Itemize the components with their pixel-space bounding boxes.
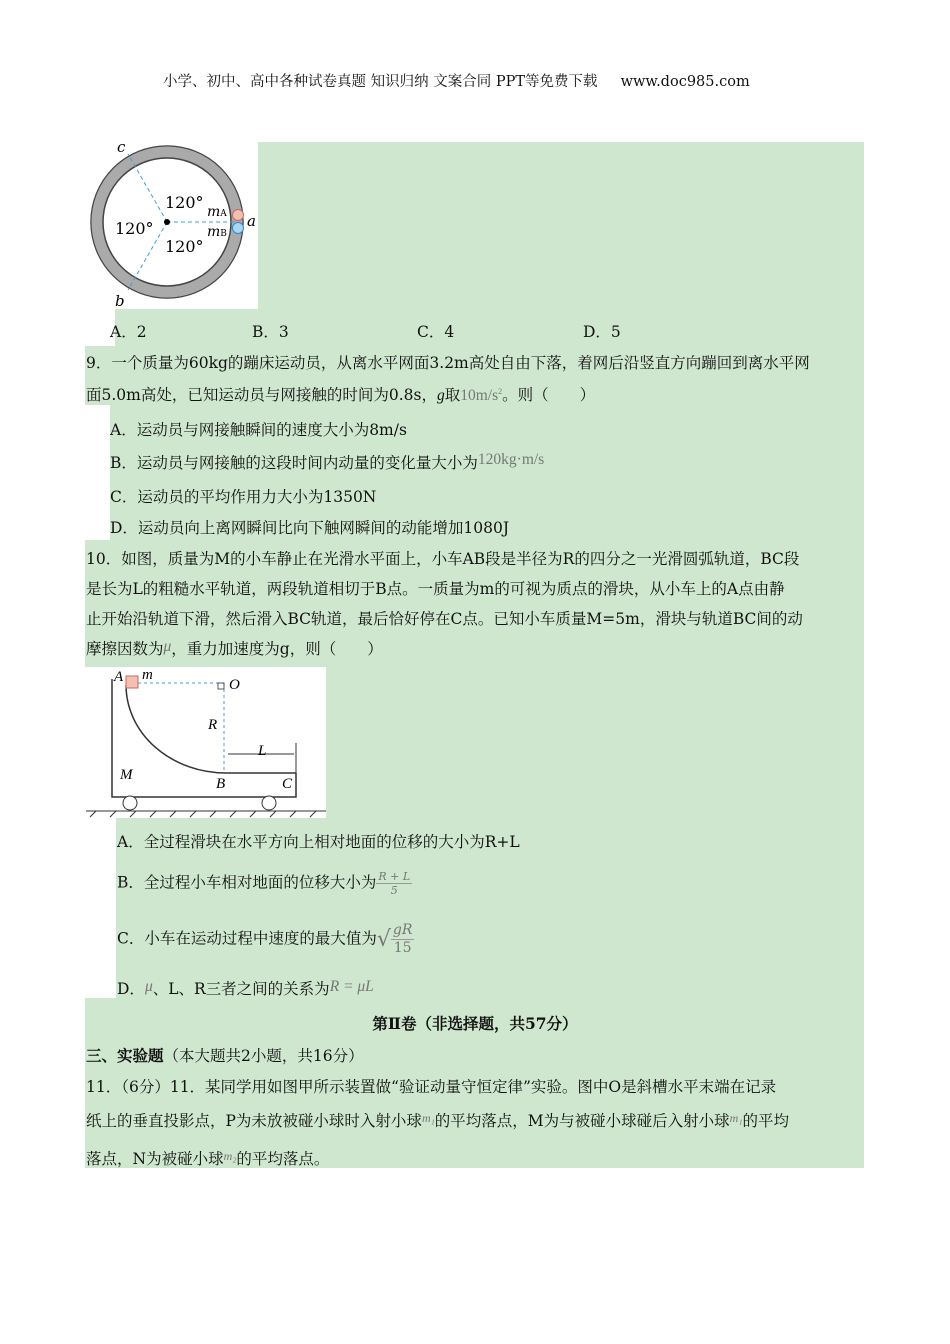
svg-text:a: a [247,212,256,230]
label-c: c [117,142,126,156]
q11-stem-line2: 纸上的垂直投影点，P为未放被碰小球时入射小球$^{m_1}$的平均落点，M为与被碰小球碰后入射小球$^{m_1}$的平均 [86,1111,790,1130]
q10-option-c[interactable]: C．小车在运动过程中速度的最大值为√ $\frac{gR}{15}$ [117,922,413,956]
svg-text:120°: 120° [165,237,204,256]
header-text: 小学、初中、高中各种试卷真题 知识归纳 文案合同 PPT等免费下载 [163,74,598,90]
q8-option-d[interactable]: D．5 [583,323,621,341]
q10-stem-line4: 摩擦因数为μ，重力加速度为g，则（ ） [86,638,383,658]
q8-option-b[interactable]: B．3 [252,323,289,341]
header-link[interactable]: www.doc985.com [620,74,750,90]
q11-stem-line1: 11．（6分）11．某同学用如图甲所示装置做“验证动量守恒定律”实验。图中O是斜槽水平末端在记录 [86,1078,777,1096]
svg-text:R: R [208,717,218,733]
q10-stem-line3: 止开始沿轨道下滑，然后滑入BC轨道，最后恰好停在C点。已知小车质量M=5m，滑块与轨道BC间的动 [86,610,803,628]
q9-option-d[interactable]: D．运动员向上离网瞬间比向下触网瞬间的动能增加1080J [110,519,510,537]
svg-text:120°: 120° [115,219,154,238]
svg-text:mB: mB [207,224,227,240]
svg-text:m: m [142,667,153,683]
svg-text:A: A [114,669,124,685]
svg-text:mA: mA [207,204,227,220]
q9-option-c[interactable]: C．运动员的平均作用力大小为1350N [110,488,377,506]
q10-option-a[interactable]: A．全过程滑块在水平方向上相对地面的位移的大小为R+L [117,833,520,851]
svg-text:b: b [115,292,125,309]
section-2-title: 第Ⅱ卷（非选择题，共57分） [372,1014,578,1033]
q9-stem-line1: 9．一个质量为60kg的蹦床运动员，从离水平网面3.2m高处自由下落，着网后沿竖直方向蹦回到离水平网 [86,354,810,372]
q10-option-b[interactable]: B．全过程小车相对地面的位移大小为 $\frac{R + L}{5}$ [117,870,411,897]
q10-stem-line2: 是长为L的粗糙水平轨道，两段轨道相切于B点。一质量为m的可视为质点的滑块，从小车上的A点由静 [86,580,785,598]
svg-text:M: M [120,767,133,783]
q9-stem-line2: 面5.0m高处，已知运动员与网接触的时间为0.8s，g取$10m/s^2$。则（ ） [86,386,596,404]
q10-stem-line1: 10．如图，质量为M的小车静止在光滑水平面上，小车AB段是半径为R的四分之一光滑圆弧轨道，BC段 [86,550,800,568]
svg-text:B: B [216,776,226,792]
page-header [163,70,750,91]
q8-option-c[interactable]: C．4 [417,323,455,341]
q9-option-a[interactable]: A．运动员与网接触瞬间的速度大小为8m/s [110,421,407,439]
figure-circular-track [85,142,258,309]
svg-text:C: C [282,776,293,792]
section-3-heading: 三、实验题（本大题共2小题，共16分） [86,1046,364,1065]
q11-stem-line3: 落点，N为被碰小球$^{m_2}$的平均落点。 [86,1149,330,1168]
svg-text:120°: 120° [165,193,204,212]
figure-cart-track [86,667,326,818]
svg-text:O: O [229,677,240,693]
q10-option-d[interactable]: D．μ、L、R三者之间的关系为R = μL [117,978,374,998]
svg-text:L: L [258,743,267,759]
q8-option-a[interactable]: A．2 [110,323,147,341]
q9-option-b[interactable]: B．运动员与网接触的这段时间内动量的变化量大小为120kg·m/s [110,451,545,472]
